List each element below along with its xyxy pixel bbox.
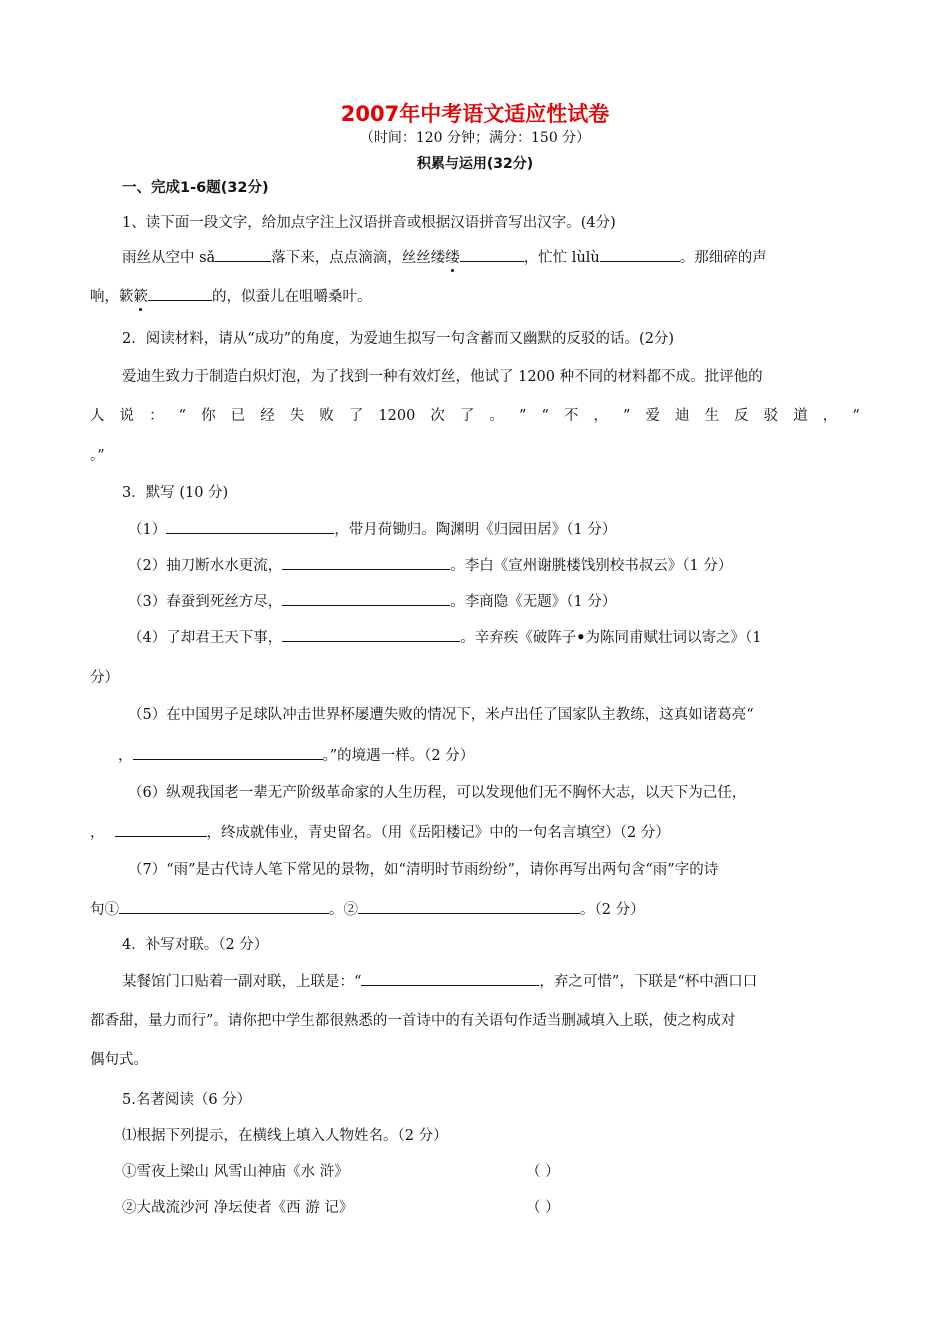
q2-spread-char: ”	[623, 408, 631, 424]
q3-blank-7a[interactable]	[119, 899, 329, 914]
q1-blank-lulu[interactable]	[600, 247, 680, 262]
q2-line2	[90, 406, 860, 426]
q2-line3: 。”	[90, 448, 105, 464]
q4-line3: 偶句式。	[90, 1052, 148, 1068]
q2-spread-char: 次	[430, 408, 445, 424]
q3-blank-2[interactable]	[282, 555, 450, 570]
q2-spread-char: 败	[319, 408, 334, 424]
q2-spread-char: 经	[260, 408, 275, 424]
q2-spread-char: 你	[201, 408, 216, 424]
exam-subtitle: （时间：120 分钟；满分：150 分）	[359, 130, 591, 146]
q2-spread-char: 生	[704, 408, 720, 424]
part1-heading: 一、完成1-6题(32分)	[122, 180, 269, 196]
q2-spread-char: 了	[459, 408, 475, 424]
q2-prompt: 2．阅读材料，请从“成功”的角度，为爱迪生拟写一句含蓄而又幽默的反驳的话。(2分)	[122, 331, 675, 347]
q2-spread-char: 道	[793, 408, 808, 424]
q3-text: 。李白《宣州谢朓楼饯别校书叔云》（1 分）	[450, 558, 733, 574]
q5-prompt: 5.名著阅读（6 分）	[122, 1092, 252, 1108]
q5-answer-slot-2[interactable]: （ ）	[526, 1200, 560, 1216]
q3-item7: （7）“雨”是古代诗人笔下常见的景物，如“清明时节雨纷纷”，请你再写出两句含“雨”字的诗	[128, 862, 719, 878]
q3-blank-4[interactable]	[282, 627, 460, 642]
q1-blank-sa[interactable]	[215, 247, 271, 262]
q3-text: 句①	[90, 902, 119, 918]
q4-text: 某餐馆门口贴着一副对联，上联是：“	[122, 974, 362, 990]
q1-text: ，忙忙 lùlù	[523, 250, 600, 266]
q1-text: 的，似蚕儿在咀嚼桑叶。	[212, 289, 372, 305]
q3-blank-5[interactable]	[133, 745, 323, 760]
q2-spread-char: ，	[822, 408, 838, 424]
q3-prompt: 3．默写 (10 分)	[122, 485, 229, 501]
q1-dotted-char: 簌	[133, 289, 148, 305]
q2-spread-char: 不	[563, 408, 579, 424]
q1-blank-susu[interactable]	[148, 286, 212, 301]
q1-dotted-char: 缕	[445, 250, 460, 266]
q3-text: 。李商隐《无题》（1 分）	[450, 594, 617, 610]
q5-answer-slot-1[interactable]: （ ）	[526, 1164, 560, 1180]
q3-blank-3[interactable]	[282, 591, 450, 606]
q2-spread-char: ：	[149, 408, 164, 424]
q3-text: （4）了却君王天下事，	[128, 630, 283, 646]
q1-text: 落下来，点点滴滴，丝丝缕	[271, 250, 446, 266]
q1-blank-lv[interactable]	[460, 247, 524, 262]
exam-title: 2007年中考语文适应性试卷	[340, 102, 610, 126]
q3-text: 。”的境遇一样。（2 分）	[322, 748, 475, 764]
q3-text: ，带月荷锄归。陶渊明《归园田居》（1 分）	[334, 522, 617, 538]
q2-spread-char: ”	[518, 408, 527, 424]
q3-item7-cont	[90, 899, 645, 920]
q2-spread-char: 了	[348, 408, 364, 424]
q3-item1	[128, 519, 616, 540]
q1-prompt: 1、读下面一段文字，给加点字注上汉语拼音或根据汉语拼音写出汉字。(4分)	[122, 215, 616, 231]
q1-line2	[90, 286, 372, 307]
q1-text: 响，簌	[90, 289, 134, 305]
q4-line1	[122, 971, 757, 992]
q4-prompt: 4．补写对联。（2 分）	[122, 937, 269, 953]
q1-text: 。那细碎的声	[679, 250, 767, 266]
q2-spread-char: 1200	[378, 408, 416, 424]
q3-blank-1[interactable]	[166, 519, 334, 534]
q2-spread-char: 人	[90, 408, 105, 424]
q3-text: ，	[118, 748, 133, 764]
section-heading: 积累与运用(32分)	[416, 156, 534, 172]
q5-sub: ⑴根据下列提示，在横线上填入人物姓名。（2 分）	[122, 1128, 448, 1144]
q4-line2: 都香甜，量力而行”。请你把中学生都很熟悉的一首诗中的有关语句作适当删减填入上联，使之构成对	[90, 1013, 736, 1029]
q3-item3	[128, 591, 616, 612]
q2-spread-char: ，	[593, 408, 608, 424]
q2-spread-char: 反	[734, 408, 749, 424]
q2-spread-char: 失	[289, 408, 305, 424]
q3-text: 为陈同甫赋壮词以寄之》（1	[585, 630, 762, 646]
q3-item5: （5）在中国男子足球队冲击世界杯屡遭失败的情况下，米卢出任了国家队主教练，这真如诸葛亮“	[128, 707, 754, 723]
q5-item2: ②大战流沙河 净坛使者《西 游 记》	[122, 1200, 354, 1216]
q2-spread-char: “	[541, 408, 549, 424]
q3-text: （3）春蚕到死丝方尽，	[128, 594, 283, 610]
q3-item4-cont: 分）	[90, 670, 119, 686]
q2-spread-char: “	[852, 408, 860, 424]
q3-text: ，终成就伟业，青史留名。（用《岳阳楼记》中的一句名言填空）（2 分）	[206, 825, 670, 841]
q3-text: 。（2 分）	[580, 902, 645, 918]
q3-item6-cont	[90, 822, 670, 843]
q3-text: ，	[90, 825, 105, 841]
q3-blank-7b[interactable]	[358, 899, 580, 914]
q3-item4	[128, 627, 762, 648]
q3-text: （1）	[128, 522, 167, 538]
q2-spread-char: 爱	[645, 408, 660, 424]
q3-blank-6[interactable]	[115, 822, 207, 837]
q2-line1: 爱迪生致力于制造白炽灯泡，为了找到一种有效灯丝，他试了 1200 种不同的材料都不成。批评他的	[122, 369, 763, 385]
q2-spread-char: 驳	[763, 408, 779, 424]
q3-item2	[128, 555, 732, 576]
q4-text: ，弃之可惜”，下联是“杯中酒口口	[539, 974, 758, 990]
q3-item6: （6）纵观我国老一辈无产阶级革命家的人生历程，可以发现他们无不胸怀大志，以天下为己任，	[128, 785, 747, 801]
q3-text: （2）抽刀断水水更流，	[128, 558, 283, 574]
q2-spread-char: 已	[230, 408, 246, 424]
q2-spread-char: 。	[489, 408, 504, 424]
q3-text: •	[576, 629, 586, 646]
q3-item5-cont	[118, 745, 474, 766]
q2-spread-char: 迪	[675, 408, 690, 424]
q3-text: 。②	[329, 902, 358, 918]
q2-spread-char: 说	[119, 408, 135, 424]
q2-spread-char: “	[178, 408, 187, 424]
q3-text: 。辛弃疾《破阵子	[460, 630, 577, 646]
q1-line1	[122, 247, 767, 268]
q5-item1: ①雪夜上梁山 风雪山神庙《水 浒》	[122, 1164, 349, 1180]
q1-text: 雨丝从空中 sǎ	[122, 250, 216, 266]
q4-blank[interactable]	[361, 971, 539, 986]
